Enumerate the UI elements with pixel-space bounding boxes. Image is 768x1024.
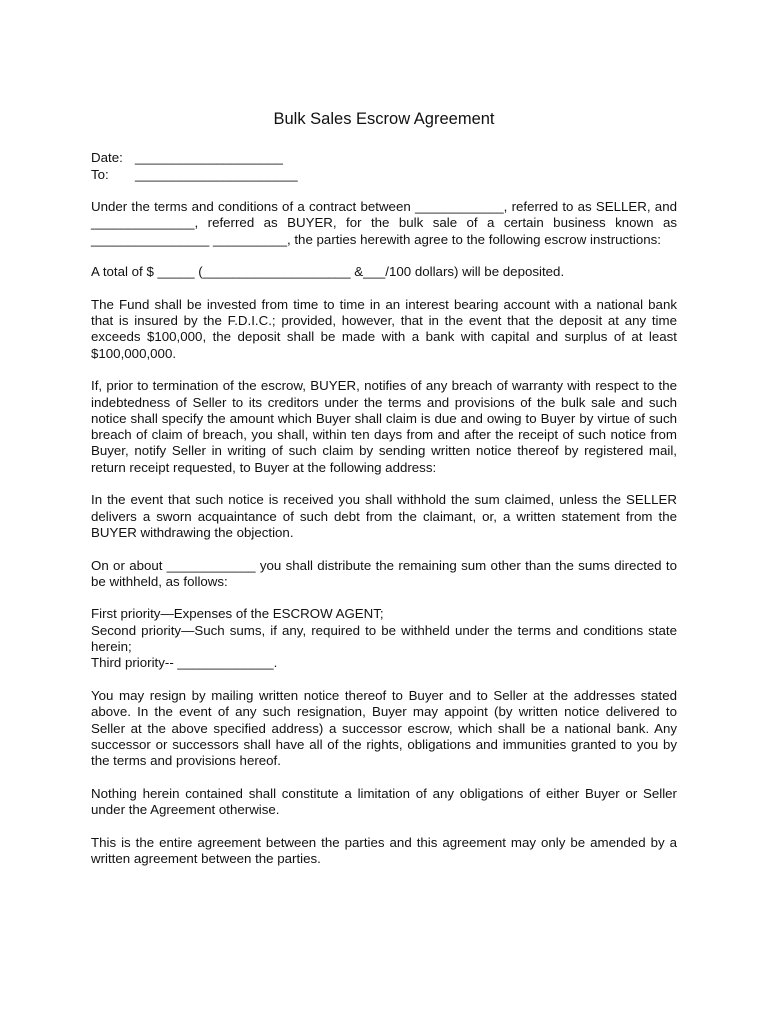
priority-item: Third priority-- _____________.: [91, 655, 278, 671]
date-blank: ____________________: [135, 150, 283, 165]
paragraph-withhold: In the event that such notice is received you shall withhold the sum claimed, unless the SELLER delivers a sworn acquaintance of such debt from the claimant, or, a written statement from the BUYER withdrawing the objection.: [91, 492, 677, 540]
date-row: [91, 149, 298, 166]
paragraph-parties: Under the terms and conditions of a contract between ____________, referred to as SELLER, and ______________, referred as BUYER, for the bulk sale of a certain business known as ________________ __________, the parties herewith agree to the following escrow instructions:: [91, 199, 677, 247]
address-block: [91, 149, 298, 183]
priority-item: Second priority—Such sums, if any, required to be withheld under the terms and conditions state herein;: [91, 622, 677, 655]
date-label: Date:: [91, 150, 123, 165]
to-row: [91, 166, 298, 183]
paragraph-limitation: Nothing herein contained shall constitute a limitation of any obligations of either Buyer or Seller under the Agreement otherwise.: [91, 785, 677, 817]
agreement-body: [91, 199, 677, 883]
priority-item: First priority—Expenses of the ESCROW AGENT;: [91, 606, 384, 622]
paragraph-entire-agreement: This is the entire agreement between the parties and this agreement may only be amended by a written agreement between the parties.: [91, 834, 677, 866]
paragraph-fund: The Fund shall be invested from time to time in an interest bearing account with a national bank that is insured by the F.D.I.C.; provided, however, that in the event that the deposit at any time exceeds $100,000, the deposit shall be made with a bank with capital and surplus of at least $100,000,000.: [91, 296, 677, 361]
priority-list: [91, 606, 677, 671]
paragraph-resignation: You may resign by mailing written notice thereof to Buyer and to Seller at the addresses stated above. In the event of any such resignation, Buyer may appoint (by written notice delivered to Seller at the above specified address) a successor escrow, which shall be a national bank. Any successor or successors shall have all of the rights, obligations and immunities granted to you by the terms and provisions hereof.: [91, 687, 677, 769]
document-title: Bulk Sales Escrow Agreement: [273, 110, 495, 128]
to-label: To:: [91, 167, 109, 182]
paragraph-distribution: On or about ____________ you shall distribute the remaining sum other than the sums directed to be withheld, as follows:: [91, 557, 677, 589]
to-blank: ______________________: [135, 167, 298, 182]
paragraph-breach-notice: If, prior to termination of the escrow, BUYER, notifies of any breach of warranty with respect to the indebtedness of Seller to its creditors under the terms and provisions of the bulk sale and such notice shall specify the amount which Buyer shall claim is due and owing to Buyer by virtue of such breach of claim of breach, you shall, within ten days from and after the receipt of such notice from Buyer, notify Seller in writing of such claim by sending written notice thereof by registered mail, return receipt requested, to Buyer at the following address:: [91, 378, 677, 475]
paragraph-deposit: A total of $ _____ (____________________ &___/100 dollars) will be deposited.: [91, 264, 565, 280]
